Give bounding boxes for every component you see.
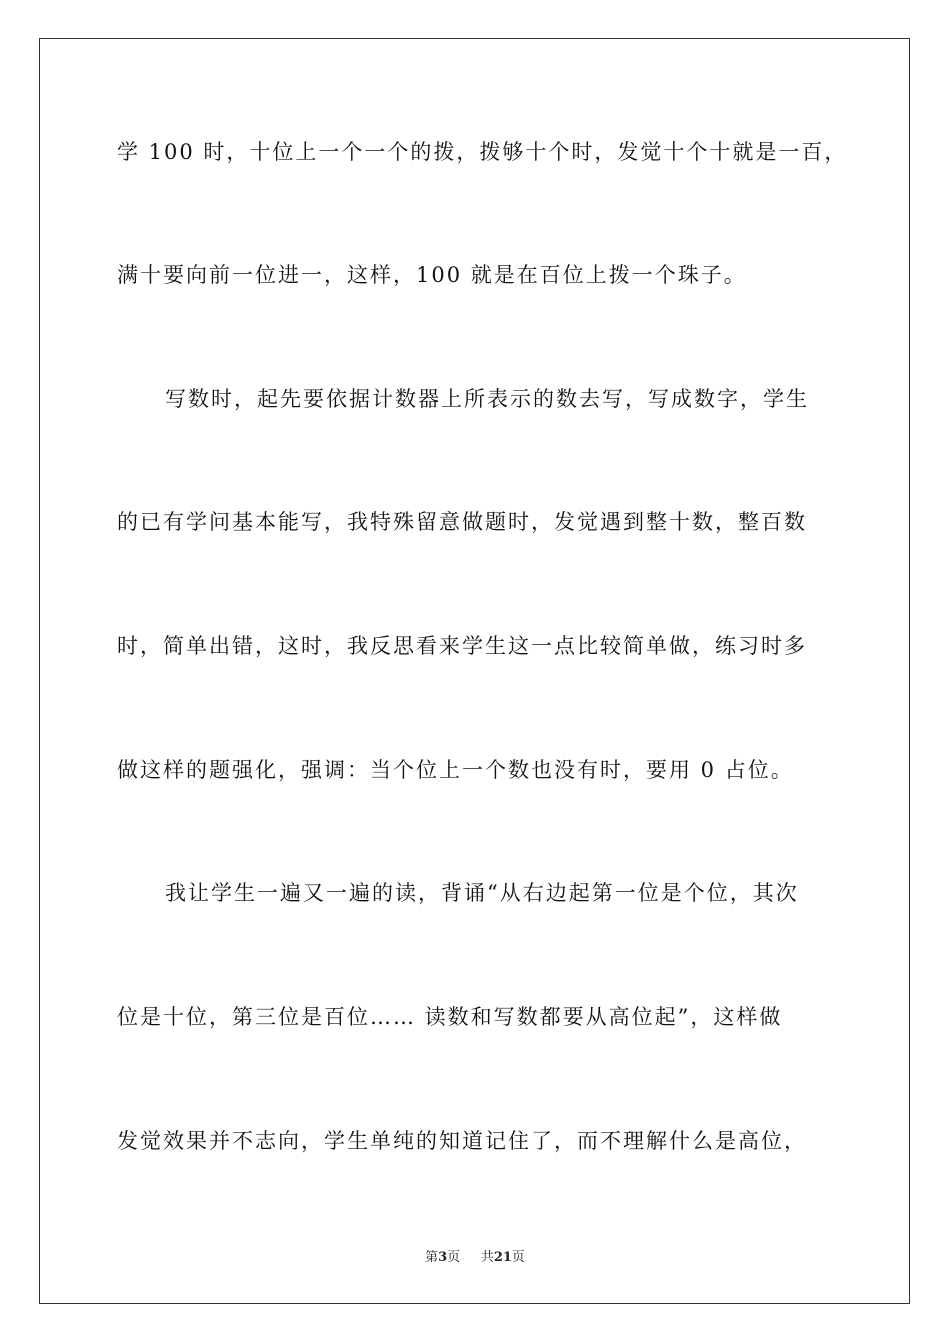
body-line-2: 满十要向前一位进一，这样，100 就是在百位上拨一个珠子。 xyxy=(117,263,747,287)
body-line-4: 的已有学问基本能写，我特殊留意做题时，发觉遇到整十数，整百数 xyxy=(117,510,807,534)
body-line-1: 学 100 时，十位上一个一个的拨，拨够十个时，发觉十个十就是一百， xyxy=(117,140,848,164)
body-line-5: 时，简单出错，这时，我反思看来学生这一点比较简单做，练习时多 xyxy=(117,634,807,658)
total-pages-number: 21 xyxy=(493,1250,512,1265)
page-footer xyxy=(0,1250,950,1266)
page-border xyxy=(39,38,910,1304)
body-line-8: 位是十位，第三位是百位…… 读数和写数都要从高位起”，这样做 xyxy=(117,1005,783,1029)
total-prefix: 共 xyxy=(480,1250,494,1265)
page-suffix: 页 xyxy=(447,1250,461,1265)
body-line-6: 做这样的题强化，强调：当个位上一个数也没有时，要用 0 占位。 xyxy=(117,758,794,782)
body-line-9: 发觉效果并不志向，学生单纯的知道记住了，而不理解什么是高位， xyxy=(117,1129,807,1153)
current-page-number: 3 xyxy=(438,1250,448,1265)
body-line-7: 我让学生一遍又一遍的读，背诵“从右边起第一位是个位，其次 xyxy=(165,881,799,905)
total-suffix: 页 xyxy=(511,1250,525,1265)
page-prefix: 第 xyxy=(425,1250,439,1265)
body-line-3: 写数时，起先要依据计数器上所表示的数去写，写成数字，学生 xyxy=(165,387,809,411)
